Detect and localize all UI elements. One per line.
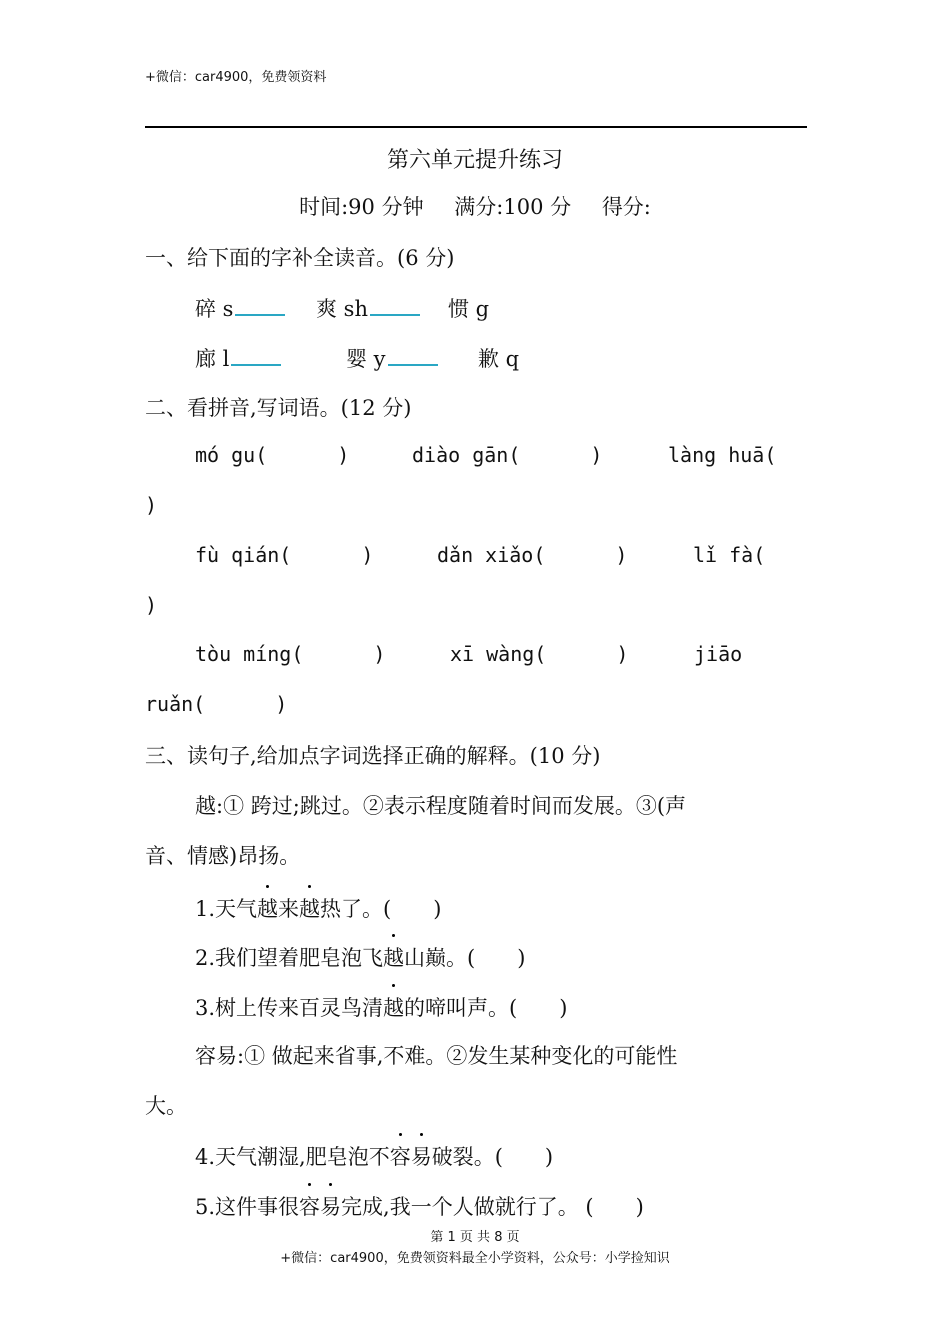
- section-2-heading: 二、看拼音,写词语。(12 分): [145, 396, 412, 420]
- pinyin-word: tòu míng( ): [195, 642, 386, 666]
- question-1: 1.天气越来越热了。( ): [195, 893, 441, 923]
- pinyin-word: xī wàng( ): [450, 642, 629, 666]
- pinyin-item: 婴 y: [346, 343, 438, 373]
- question-4: 4.天气潮湿,肥皂泡不容易破裂。( ): [195, 1141, 553, 1171]
- answer-blank[interactable]: [388, 344, 438, 366]
- question-5: 5.这件事很容易完成,我一个人做就行了。 ( ): [195, 1191, 644, 1221]
- pinyin-word-close: ): [145, 493, 158, 517]
- answer-blank[interactable]: [231, 344, 281, 366]
- pinyin-word: dǎn xiǎo( ): [437, 543, 628, 567]
- exam-meta: [0, 191, 950, 221]
- pinyin-word: jiāo: [694, 642, 743, 666]
- definition-yue-cont: 音、情感)昂扬。: [145, 844, 301, 868]
- dotted-char: 易: [320, 1191, 341, 1221]
- dotted-char: 容: [299, 1191, 320, 1221]
- pinyin-item: 爽 sh: [316, 293, 420, 323]
- dotted-char: 越: [299, 893, 320, 923]
- answer-blank[interactable]: [235, 294, 285, 316]
- pinyin-word: mó gu( ): [195, 443, 350, 467]
- pinyin-word: làng huā(: [668, 443, 777, 467]
- dotted-char: 容: [390, 1141, 411, 1171]
- exam-score: 得分:: [601, 195, 651, 219]
- definition-yue: 越:① 跨过;跳过。②表示程度随着时间而发展。③(声: [195, 794, 687, 818]
- pinyin-word: lǐ fà(: [693, 543, 766, 567]
- pinyin-item: 碎 s: [195, 293, 285, 323]
- dotted-char: 越: [257, 893, 278, 923]
- definition-rongyi: 容易:① 做起来省事,不难。②发生某种变化的可能性: [195, 1044, 678, 1068]
- answer-blank[interactable]: [370, 294, 420, 316]
- pinyin-word: diào gān( ): [412, 443, 603, 467]
- section-3-heading: 三、读句子,给加点字词选择正确的解释。(10 分): [145, 744, 601, 768]
- exam-time: 时间:90 分钟: [299, 195, 424, 219]
- exam-full-score: 满分:100 分: [454, 195, 572, 219]
- section-1-heading: 一、给下面的字补全读音。(6 分): [145, 246, 455, 270]
- pinyin-word-close: ): [145, 593, 158, 617]
- page-number: 第 1 页 共 8 页: [430, 1230, 520, 1245]
- page-title: 第六单元提升练习: [386, 148, 563, 173]
- dotted-char: 越: [383, 942, 404, 972]
- question-2: 2.我们望着肥皂泡飞越山巅。( ): [195, 942, 525, 972]
- pinyin-item: 廊 l: [195, 343, 281, 373]
- pinyin-word: ruǎn( ): [145, 692, 288, 716]
- pinyin-item: 惯 g: [448, 297, 490, 321]
- footer-note: +微信：car4900，免费领资料最全小学资料，公众号：小学捡知识: [280, 1251, 670, 1266]
- dotted-char: 越: [383, 992, 404, 1022]
- header-note: +微信：car4900，免费领资料: [145, 70, 327, 85]
- question-3: 3.树上传来百灵鸟清越的啼叫声。( ): [195, 992, 567, 1022]
- pinyin-item: 歉 q: [478, 347, 520, 371]
- definition-rongyi-cont: 大。: [145, 1094, 187, 1118]
- pinyin-word: fù qián( ): [195, 543, 374, 567]
- dotted-char: 易: [411, 1141, 432, 1171]
- header-divider: [145, 126, 807, 128]
